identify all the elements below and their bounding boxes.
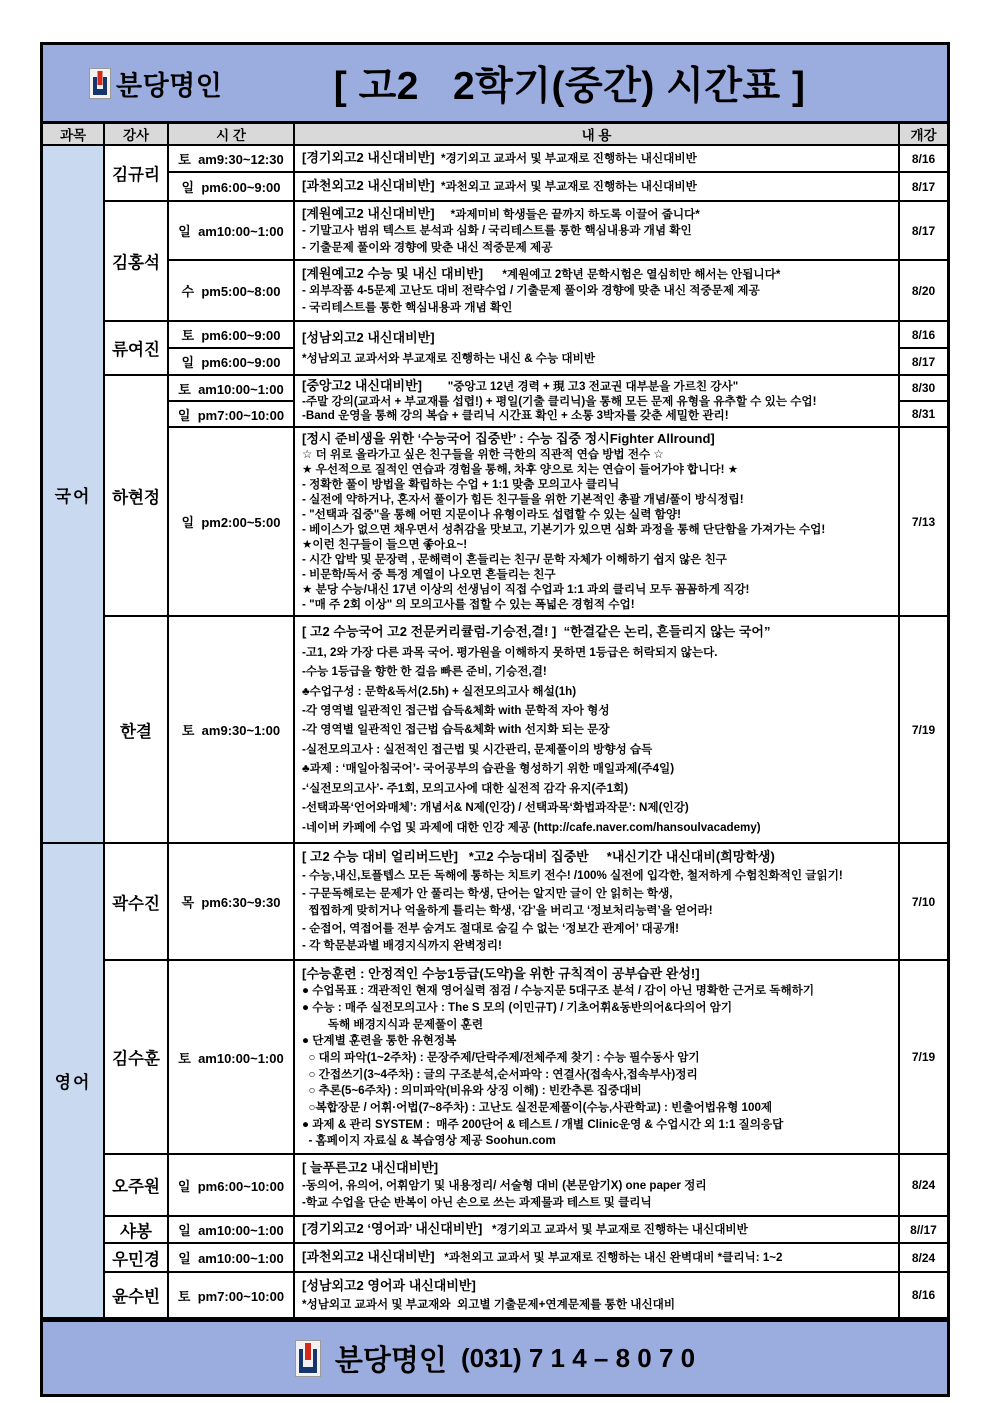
class-detail: ● 단계별 훈련을 통한 유현정복: [302, 1034, 457, 1048]
description-line: [302, 1018, 891, 1032]
start-date: 8//17: [910, 1222, 937, 1237]
instructor-group: [105, 376, 947, 617]
footer-banner: [40, 1319, 950, 1397]
time-slot: 일 pm2:00~5:00: [181, 515, 281, 530]
instructor-group: [105, 844, 947, 961]
class-title: [ 늘푸른고2 내신대비반]: [302, 1159, 439, 1175]
description-line: [302, 624, 891, 640]
time-slot: 수 pm5:00~8:00: [181, 284, 281, 299]
start-date: 8/24: [911, 1178, 936, 1192]
class-row: [169, 1244, 947, 1271]
class-row: [169, 173, 947, 200]
description-line: [302, 352, 891, 366]
description-line: [302, 939, 891, 953]
start-date: 8/16: [911, 151, 936, 166]
teacher-name: 류여진: [105, 322, 169, 374]
teacher-name: 김규리: [105, 146, 169, 200]
class-detail: ○ 추론(5~6주차) : 의미파악(비유와 상징 이해) : 빈칸추론 집중대비: [302, 1084, 642, 1098]
class-detail: ★ 분당 수능/내신 17년 이상의 선생님이 직접 수업과 1:1 과외 클리닉 모두 꼼꼼하게 직강!: [302, 582, 750, 596]
class-title: [계원예고2 수능 및 내신 대비반]: [302, 265, 484, 281]
start-date-cell: [900, 376, 947, 426]
class-description: [295, 173, 900, 200]
class-rows: [169, 1273, 947, 1317]
class-row: [169, 1273, 947, 1317]
class-description: [295, 1273, 900, 1317]
class-detail: - 비문학/독서 중 특정 계열이 나오면 흔들리는 친구: [302, 567, 556, 581]
class-row: [169, 844, 947, 959]
class-detail: - 외부작품 4-5문제 고난도 대비 전략수업 / 기출문제 풀이와 경향에 맞춘 내신 적중문제 제공: [302, 284, 760, 298]
description-line: [302, 241, 891, 255]
description-line: [302, 224, 891, 238]
instructor-group: [105, 146, 947, 202]
class-detail: -각 영역별 일관적인 접근법 습득&체화 with 문학적 자아 형성: [302, 703, 610, 717]
class-row: [169, 202, 947, 261]
teacher-name: 샤봉: [105, 1217, 169, 1242]
academy-logo-icon: [89, 68, 111, 99]
class-detail: *과천외고 교과서 및 부교재로 진행하는 내신대비반: [434, 180, 697, 194]
time-cell: [169, 1273, 295, 1317]
class-detail: *성남외고 교과서와 부교재로 진행하는 내신 & 수능 대비반: [302, 351, 596, 365]
class-row: [169, 961, 947, 1153]
time-cell: [169, 844, 295, 959]
teacher-name: 김수훈: [105, 961, 169, 1153]
class-row: [169, 261, 947, 320]
class-detail: *경기외고 교과서 및 부교재로 진행하는 내신대비반: [434, 152, 697, 166]
class-rows: [169, 146, 947, 200]
description-line: [302, 206, 891, 222]
description-line: [302, 395, 891, 409]
class-detail: ● 수업목표 : 객관적인 현재 영어실력 점검 / 수능지문 5대구조 분석 / 감이 아닌 명확한 근거로 독해하기: [302, 984, 815, 998]
start-date-cell: [900, 322, 947, 374]
class-detail: -수능 1등급을 향한 한 걸음 빠른 준비, 기승전,결!: [302, 665, 547, 679]
class-rows: [169, 961, 947, 1153]
description-line: [302, 330, 891, 346]
description-line: [302, 1034, 891, 1048]
class-rows: [169, 376, 947, 615]
timetable-page: [40, 42, 950, 1397]
description-line: [302, 1298, 891, 1312]
class-row: [169, 1155, 947, 1215]
class-detail: - "선택과 집중"을 통해 어떤 지문이나 유형이라도 섭렵할 수 있는 실력 함양!: [302, 507, 681, 521]
class-title: [수능훈련 : 안정적인 수능1등급(도약)을 위한 규칙적이 공부습관 완성!]: [302, 965, 700, 981]
description-line: [302, 869, 891, 883]
time-slot: 일 pm6:00~10:00: [177, 1178, 285, 1194]
description-line: [302, 538, 891, 552]
class-detail: ♣과제 : ‘매일아침국어’- 국어공부의 습관을 형성하기 위한 매일과제(주4일): [302, 762, 675, 776]
time-slot: 토 pm6:00~9:00: [169, 322, 293, 349]
class-detail: - 각 학문분과별 배경지식까지 완벽정리!: [302, 939, 502, 953]
column-header-row: [43, 124, 947, 146]
description-line: [302, 1160, 891, 1176]
description-line: [302, 1196, 891, 1210]
instructor-group: [105, 617, 947, 842]
class-rows: [169, 844, 947, 959]
start-date: 8/16: [911, 1288, 936, 1302]
time-cell: [169, 1155, 295, 1215]
teacher-name: 곽수진: [105, 844, 169, 959]
start-date-cell: [900, 617, 947, 842]
footer-brand-name: 분당명인: [334, 1344, 447, 1377]
class-title: [경기외고2 ‘영어과’ 내신대비반]: [302, 1221, 483, 1237]
class-title: [과천외고2 내신대비반]: [302, 178, 435, 194]
start-date-cell: [900, 202, 947, 259]
class-title: [ 고2 수능국어 고2 전문커리큘럼-기승전,결! ] “한결같은 논리, 흔들리지 않는 국어”: [302, 624, 771, 640]
class-title: [중앙고2 내신대비반]: [302, 378, 422, 394]
class-title: [성남외고2 영어과 내신대비반]: [302, 1278, 476, 1294]
class-description: [295, 961, 900, 1153]
class-detail: - 홈페이지 자료실 & 복습영상 제공 Soohun.com: [302, 1134, 556, 1148]
class-detail: - 국리테스트를 통한 핵심내용과 개념 확인: [302, 301, 513, 315]
description-line: [302, 431, 891, 447]
description-line: [302, 1278, 891, 1294]
teacher-name: 한결: [105, 617, 169, 842]
class-title: [과천외고2 내신대비반]: [302, 1249, 435, 1265]
class-description: [295, 1155, 900, 1215]
class-rows: [169, 202, 947, 320]
description-line: [302, 801, 891, 815]
time-slot: 토 am10:00~1:00: [178, 1050, 284, 1066]
class-description: [295, 146, 900, 171]
time-cell: [169, 146, 295, 171]
time-cell: [169, 261, 295, 320]
time-cell: [169, 1217, 295, 1242]
description-line: [302, 984, 891, 998]
class-detail: -선택과목‘언어와매체’: 개념서& N제(인강) / 선택과목‘화법과작문’: N제(인강): [302, 801, 689, 815]
class-detail: *경기외고 교과서 및 부교재로 진행하는 내신대비반: [482, 1223, 748, 1237]
start-date: 8/30: [900, 376, 947, 402]
start-date: 8/24: [911, 1250, 936, 1265]
class-detail: - 구문독해로는 문제가 안 풀리는 학생, 단어는 알지만 글이 안 읽히는 학생,: [302, 886, 673, 900]
class-detail: *계원예고 2학년 문학시험은 열심히만 해서는 안됩니다*: [483, 267, 781, 281]
class-detail: - 기출문제 풀이와 경향에 맞춘 내신 적중문제 제공: [302, 240, 553, 254]
class-row: [169, 146, 947, 173]
class-detail: -각 영역별 일관적인 접근법 습득&체화 with 선지화 되는 문장: [302, 723, 610, 737]
start-date-cell: [900, 1273, 947, 1317]
start-date: 7/19: [911, 722, 936, 737]
class-detail: ● 수능 : 매주 실전모의고사 : The S 모의 (이민규T) / 기초어휘&동반의어&다의어 암기: [302, 1000, 733, 1014]
time-slot: 토 am10:00~1:00: [169, 376, 293, 402]
description-line: [302, 1118, 891, 1132]
class-title: [정시 준비생을 위한 ‘수능국어 집중반’ : 수능 집중 정시Fighter Allround]: [302, 430, 715, 446]
class-row: [169, 322, 947, 374]
description-line: [302, 887, 891, 901]
col-header-time: 시 간: [169, 124, 295, 144]
class-description: [295, 617, 900, 842]
class-description: [295, 1217, 900, 1242]
class-description: [295, 202, 900, 259]
start-date: 7/13: [911, 514, 936, 529]
start-date: 7/10: [911, 894, 936, 909]
description-line: [302, 966, 891, 982]
table-body: [43, 146, 947, 1317]
footer-phone-number: (031) 7 1 4 – 8 0 7 0: [460, 1342, 696, 1373]
time-cell: [169, 376, 295, 426]
time-cell: [169, 202, 295, 259]
class-row: [169, 428, 947, 615]
class-detail: *성남외고 교과서 및 부교재와 외고별 기출문제+연계문제를 통한 내신대비: [302, 1297, 676, 1311]
description-line: [302, 821, 891, 835]
start-date: 8/20: [911, 283, 936, 298]
description-line: [302, 922, 891, 936]
subject-label: 영어: [43, 844, 105, 1317]
class-detail: - 베이스가 없으면 채우면서 성취감을 맛보고, 기본기가 있으면 심화 과정을 통해 단단함을 가져가는 수업!: [302, 522, 826, 536]
class-description: [295, 844, 900, 959]
description-line: [302, 1221, 891, 1237]
description-line: [302, 583, 891, 597]
subject-section: [43, 146, 947, 844]
time-slot: 일 am10:00~1:00: [178, 1251, 284, 1266]
class-detail: *과천외고 교과서 및 부교재로 진행하는 내신 완벽대비 *클리닉: 1~2: [434, 1251, 783, 1265]
class-detail: -Band 운영을 통해 강의 복습 + 클리닉 시간표 확인 + 소통 3박자를 갖춘 세밀한 관리!: [302, 409, 729, 423]
start-date: 7/19: [911, 1050, 936, 1064]
description-line: [302, 553, 891, 567]
class-rows: [169, 617, 947, 842]
class-detail: - 정확한 풀이 방법을 확립하는 수업 + 1:1 맞춤 모의고사 클리닉: [302, 477, 620, 491]
description-line: [302, 301, 891, 315]
time-cell: [169, 322, 295, 374]
class-detail: ● 과제 & 관리 SYSTEM : 매주 200단어 & 테스트 / 개별 Clinic운영 & 수업시간 외 1:1 질의응답: [302, 1117, 784, 1131]
description-line: [302, 568, 891, 582]
class-row: [169, 617, 947, 842]
description-line: [302, 598, 891, 612]
class-detail: -네이버 카페에 수업 및 과제에 대한 인강 제공 (http://cafe.naver.com/hansoulvacademy): [302, 820, 761, 834]
description-line: [302, 478, 891, 492]
teacher-name: 오주원: [105, 1155, 169, 1215]
time-cell: [169, 961, 295, 1153]
class-rows: [169, 1217, 947, 1242]
class-rows: [169, 322, 947, 374]
class-detail: - "매 주 2회 이상" 의 모의고사를 접할 수 있는 폭넓은 경험적 수업!: [302, 597, 635, 611]
start-date: 8/31: [911, 407, 936, 421]
description-line: [302, 685, 891, 699]
start-date-cell: [900, 1217, 947, 1242]
class-detail: -‘실전모의고사’- 주1회, 모의고사에 대한 실전적 감각 유지(주1회): [302, 781, 629, 795]
class-title: [ 고2 수능 대비 얼리버드반] *고2 수능대비 집중반 *내신기간 내신대비(희망학생): [302, 849, 775, 865]
start-date: 8/17: [911, 223, 936, 238]
start-date-cell: [900, 146, 947, 171]
instructor-group: [105, 1217, 947, 1244]
class-description: [295, 322, 900, 374]
class-description: [295, 376, 900, 426]
time-cell: [169, 617, 295, 842]
time-cell: [169, 428, 295, 615]
description-line: [302, 266, 891, 282]
description-line: [302, 378, 891, 394]
class-detail: -고1, 2와 가장 다른 과목 국어. 평가원을 이해하지 못하면 1등급은 허락되지 않는다.: [302, 645, 718, 659]
instructor-group: [105, 961, 947, 1155]
teacher-name: 김홍석: [105, 202, 169, 320]
class-detail: ★이런 친구들이 들으면 좋아요~!: [302, 537, 468, 551]
class-detail: - 시간 압박 및 문장력 , 문해력이 흔들리는 친구/ 문학 자체가 이해하기 쉽지 않은 친구: [302, 552, 727, 566]
description-line: [302, 178, 891, 194]
start-date-cell: [900, 261, 947, 320]
class-detail: 독해 배경지식과 문제풀이 훈련: [302, 1017, 484, 1031]
description-line: [302, 762, 891, 776]
class-detail: ○ 대의 파악(1~2주차) : 문장주제/단락주제/전체주제 찾기 : 수능 필수동사 암기: [302, 1050, 700, 1064]
description-line: [302, 1134, 891, 1148]
description-line: [302, 704, 891, 718]
instructor-group: [105, 1273, 947, 1317]
description-line: [302, 284, 891, 298]
time-slot: 목 pm6:30~9:30: [181, 895, 281, 910]
description-line: [302, 782, 891, 796]
teacher-name: 우민경: [105, 1244, 169, 1271]
class-title: [계원예고2 내신대비반]: [302, 206, 435, 222]
description-line: [302, 723, 891, 737]
time-cell: [169, 173, 295, 200]
instructor-group: [105, 1244, 947, 1273]
start-date-cell: [900, 1244, 947, 1271]
time-slot: 일 pm6:00~9:00: [181, 180, 281, 195]
start-date: 8/17: [911, 354, 936, 369]
description-line: [302, 743, 891, 757]
class-title: [성남외고2 내신대비반]: [302, 329, 435, 345]
description-line: [302, 665, 891, 679]
class-description: [295, 428, 900, 615]
teacher-name: 윤수빈: [105, 1273, 169, 1317]
class-detail: "중앙고 12년 경력 + 現 고3 전교권 대부분을 가르친 강사": [421, 380, 739, 394]
description-line: [302, 1051, 891, 1065]
description-line: [302, 523, 891, 537]
time-slot: 일 am10:00~1:00: [178, 224, 284, 239]
col-header-start: 개강: [910, 128, 937, 143]
class-description: [295, 261, 900, 320]
instructor-group: [105, 202, 947, 322]
time-slot: 일 pm7:00~10:00: [177, 407, 285, 423]
instructor-groups: [105, 844, 947, 1317]
description-line: [302, 508, 891, 522]
class-detail: -동의어, 유의어, 어휘암기 및 내용정리/ 서술형 대비 (본문암기X) one paper 정리: [302, 1178, 707, 1192]
class-detail: 찝찝하게 맞히거나 억울하게 틀리는 학생, ‘감’을 버리고 ‘정보처리능력’을 얻어라!: [302, 904, 713, 918]
start-date: 8/17: [911, 179, 936, 194]
col-header-content: 내 용: [295, 124, 900, 144]
description-line: [302, 904, 891, 918]
subject-label: 국어: [43, 146, 105, 842]
start-date-cell: [900, 961, 947, 1153]
description-line: [302, 448, 891, 462]
teacher-name: 하현정: [105, 376, 169, 615]
description-line: [302, 1101, 891, 1115]
time-slot: 토 pm7:00~10:00: [177, 1288, 285, 1304]
logo-red-mark: [305, 1343, 311, 1360]
class-rows: [169, 1244, 947, 1271]
class-detail: ○복합장문 / 어휘·어법(7~8주차) : 고난도 실전문제풀이(수능,사관학교) : 빈출어법유형 100제: [302, 1100, 773, 1114]
col-header-teacher: 강사: [105, 124, 169, 144]
header-banner: [40, 42, 950, 124]
description-line: [302, 150, 891, 166]
start-date-cell: [900, 428, 947, 615]
instructor-group: [105, 322, 947, 376]
class-detail: -학교 수업을 단순 반복이 아닌 손으로 쓰는 과제물과 테스트 및 클리닉: [302, 1195, 652, 1209]
class-detail: *과제미비 학생들은 끝까지 하도록 이끌어 줍니다*: [434, 208, 700, 222]
class-title: [경기외고2 내신대비반]: [302, 150, 435, 166]
time-slot: 일 am10:00~1:00: [178, 1223, 284, 1238]
time-slot: 일 pm6:00~9:00: [181, 355, 281, 370]
time-slot: 토 am9:30~12:30: [178, 152, 284, 167]
time-cell: [169, 1244, 295, 1271]
class-detail: ☆ 더 위로 올라가고 싶은 친구들을 위한 극한의 직관적 연습 방법 전수 ☆: [302, 447, 664, 461]
description-line: [302, 849, 891, 865]
class-detail: - 실전에 약하거나, 혼자서 풀이가 힘든 친구들을 위한 기본적인 총괄 개념/풀이 방식정립!: [302, 492, 744, 506]
description-line: [302, 1179, 891, 1193]
class-row: [169, 1217, 947, 1242]
page-title: [ 고2 2학기(중간) 시간표 ]: [333, 65, 806, 108]
class-row: [169, 376, 947, 428]
class-detail: -주말 강의(교과서 + 부교재를 섭렵!) + 평일(기출 클리닉)을 통해 모든 문제 유형을 유추할 수 있는 수업!: [302, 394, 817, 408]
start-date: 8/16: [900, 322, 947, 349]
description-line: [302, 493, 891, 507]
col-header-subject: 과목: [43, 124, 105, 144]
timetable: [40, 124, 950, 1320]
logo-red-mark: [98, 71, 103, 85]
description-line: [302, 1001, 891, 1015]
instructor-groups: [105, 146, 947, 842]
start-date-cell: [900, 844, 947, 959]
class-detail: ★ 우선적으로 질적인 연습과 경험을 통해, 차후 양으로 치는 연습이 들어가야 합니다! ★: [302, 462, 739, 476]
academy-logo-icon: [295, 1340, 321, 1377]
class-rows: [169, 1155, 947, 1215]
class-detail: -실전모의고사 : 실전적인 접근법 및 시간관리, 문제풀이의 방향성 습득: [302, 742, 653, 756]
description-line: [302, 463, 891, 477]
brand: [89, 64, 222, 103]
time-slot: 토 am9:30~1:00: [181, 723, 281, 738]
instructor-group: [105, 1155, 947, 1217]
class-description: [295, 1244, 900, 1271]
description-line: [302, 646, 891, 660]
class-detail: ○ 간접쓰기(3~4주차) : 글의 구조분석,순서파악 : 연결사(접속사,접속부사)정리: [302, 1067, 698, 1081]
description-line: [302, 409, 891, 423]
brand-name: 분당명인: [116, 70, 223, 101]
start-date-cell: [900, 173, 947, 200]
class-detail: ♣수업구성 : 문학&독서(2.5h) + 실전모의고사 해설(1h): [302, 684, 577, 698]
class-detail: - 기말고사 범위 텍스트 분석과 심화 / 국리테스트를 통한 핵심내용과 개념 확인: [302, 224, 692, 238]
description-line: [302, 1249, 891, 1265]
description-line: [302, 1084, 891, 1098]
class-detail: - 순접어, 역접어를 전부 숨겨도 절대로 숨길 수 없는 ‘정보간 관계어’ 대공개!: [302, 921, 679, 935]
description-line: [302, 1068, 891, 1082]
subject-section: [43, 844, 947, 1317]
start-date-cell: [900, 1155, 947, 1215]
class-detail: - 수능,내신,토플텝스 모든 독해에 통하는 치트키 전수! /100% 실전에 입각한, 철저하게 수험친화적인 글읽기!: [302, 869, 843, 883]
